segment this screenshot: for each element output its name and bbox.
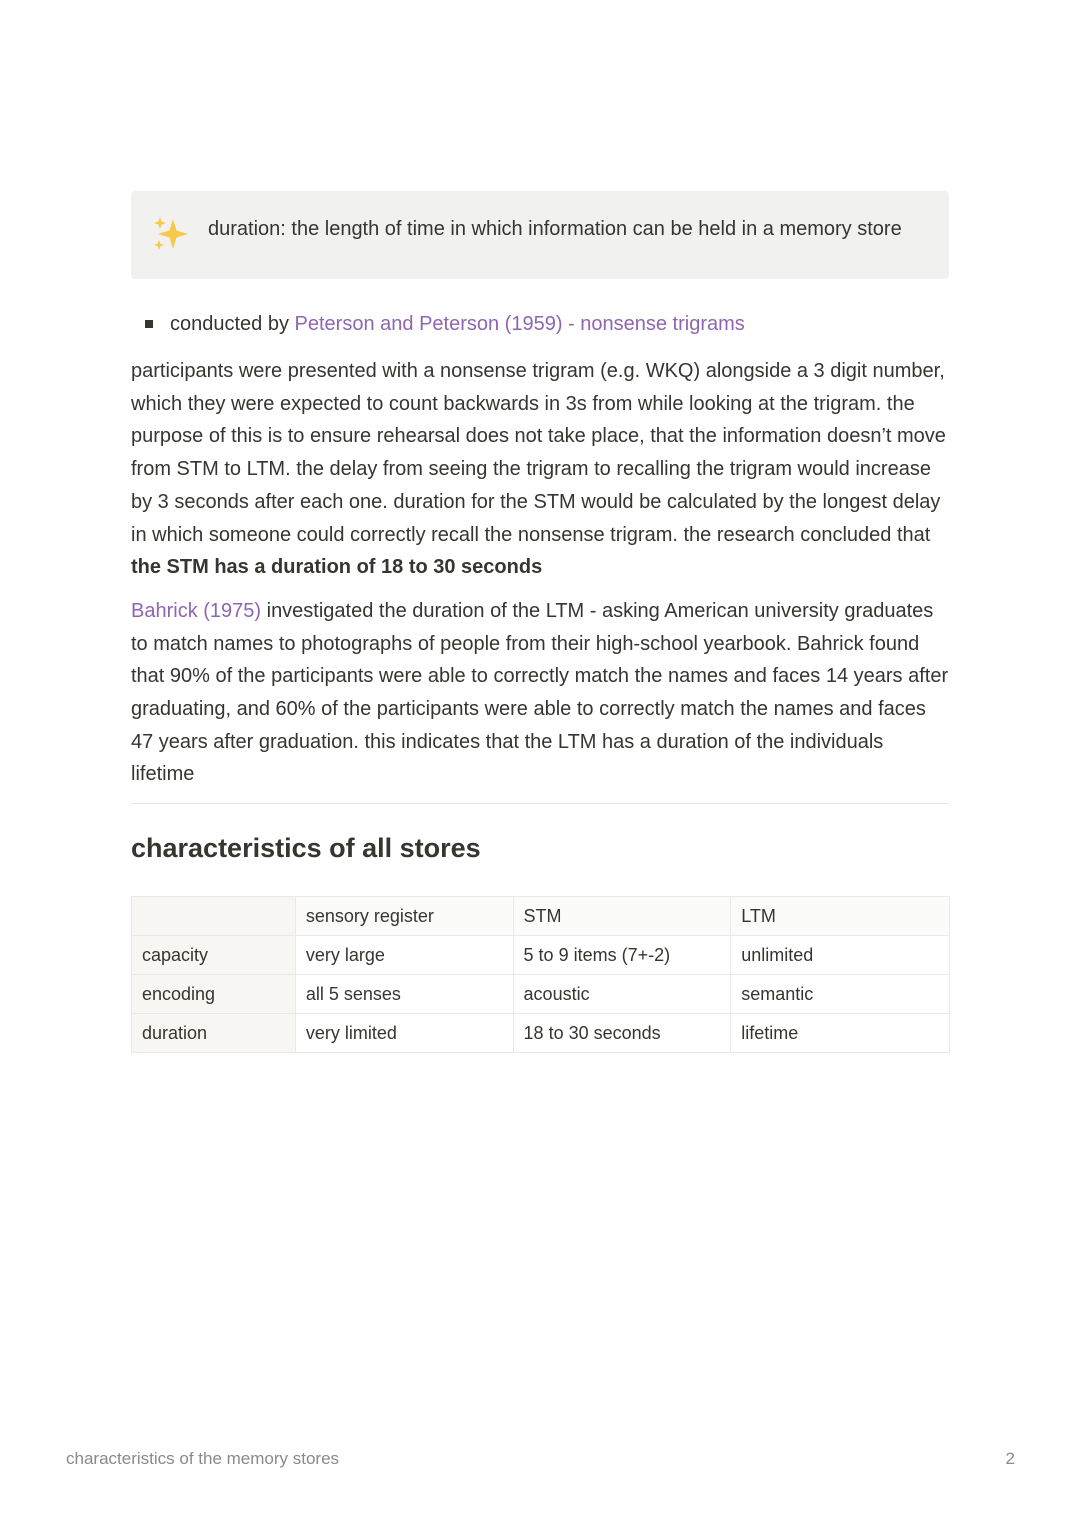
sparkles-icon bbox=[151, 215, 191, 255]
table-cell: duration bbox=[132, 1014, 296, 1053]
table-cell: all 5 senses bbox=[295, 975, 513, 1014]
table-row bbox=[132, 975, 950, 1014]
table-cell: very limited bbox=[295, 1014, 513, 1053]
peterson-conclusion: the STM has a duration of 18 to 30 seconds bbox=[131, 556, 543, 579]
table-header-cell: LTM bbox=[731, 897, 950, 936]
page-number: 2 bbox=[1005, 1449, 1015, 1468]
study-link-peterson[interactable]: Peterson and Peterson (1959) - nonsense trigrams bbox=[294, 313, 745, 335]
table-cell: 18 to 30 seconds bbox=[513, 1014, 731, 1053]
definition-callout bbox=[131, 191, 949, 279]
table-header-row bbox=[132, 897, 950, 936]
table-cell: 5 to 9 items (7+-2) bbox=[513, 936, 731, 975]
peterson-paragraph bbox=[131, 355, 949, 584]
table-row bbox=[132, 936, 950, 975]
bullet-text bbox=[170, 309, 745, 339]
table-cell: encoding bbox=[132, 975, 296, 1014]
memory-stores-table bbox=[131, 896, 950, 1053]
table-cell: very large bbox=[295, 936, 513, 975]
callout-text: duration: the length of time in which information can be held in a memory store bbox=[208, 218, 902, 240]
table-header-cell bbox=[132, 897, 296, 936]
table-cell: semantic bbox=[731, 975, 950, 1014]
bullet-prefix: conducted by bbox=[170, 313, 295, 335]
table-row bbox=[132, 1014, 950, 1053]
study-link-bahrick[interactable]: Bahrick (1975) bbox=[131, 599, 262, 622]
peterson-paragraph-text: participants were presented with a nonsense trigram (e.g. WKQ) alongside a 3 digit number, which they were expected to count backwards in 3s from while looking at the trigram. the purpose of this is to ensure rehearsal does not take place, that the information doesn’t move from STM to LTM. the delay from seeing the trigram to recalling the trigram would increase by 3 seconds after each one. duration for the STM would be calculated by the longest delay in which someone could correctly recall the nonsense trigram. the research concluded that bbox=[131, 360, 946, 546]
bahrick-paragraph bbox=[131, 595, 949, 791]
divider bbox=[131, 803, 949, 804]
bahrick-paragraph-text: investigated the duration of the LTM - asking American university graduates to match names to photographs of people from their high-school yearbook. Bahrick found that 90% of the participants were able to correctly match the names and faces 14 years after graduating, and 60% of the participants were able to correctly match the names and faces 47 years after graduation. this indicates that the LTM has a duration of the individuals lifetime bbox=[131, 599, 949, 786]
table-header-cell: sensory register bbox=[295, 897, 513, 936]
bullet-item bbox=[131, 309, 949, 339]
table-cell: lifetime bbox=[731, 1014, 950, 1053]
page-content bbox=[131, 191, 949, 1053]
table-header-cell: STM bbox=[513, 897, 731, 936]
section-heading: characteristics of all stores bbox=[131, 833, 481, 864]
table-cell: acoustic bbox=[513, 975, 731, 1014]
table-cell: capacity bbox=[132, 936, 296, 975]
footer-title: characteristics of the memory stores bbox=[66, 1449, 340, 1468]
bullet-marker bbox=[145, 320, 153, 328]
table-cell: unlimited bbox=[731, 936, 950, 975]
